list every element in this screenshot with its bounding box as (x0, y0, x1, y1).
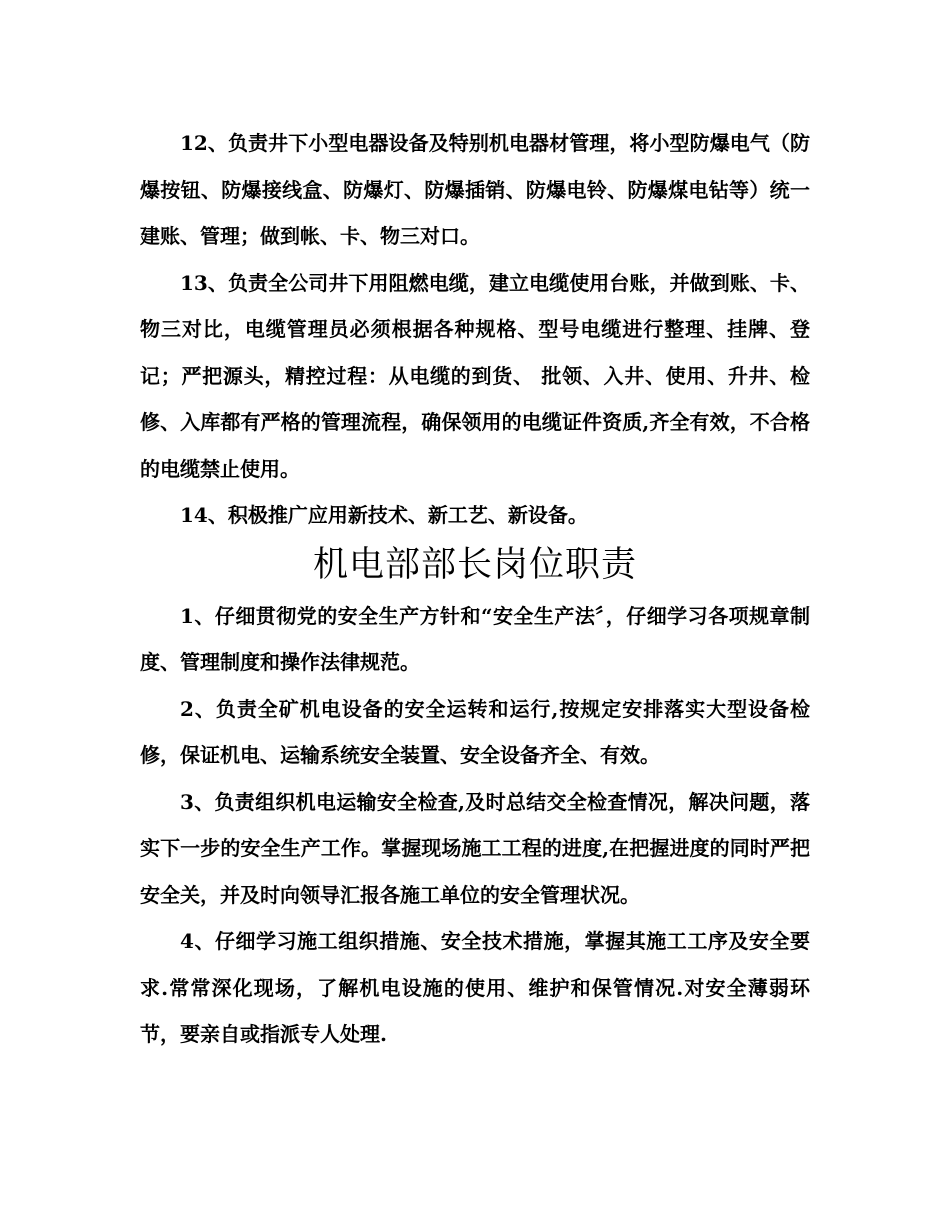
duty-item-4: 4、仔细学习施工组织措施、安全技术措施，掌握其施工工序及安全要求.常常深化现场，了解机电设施的使用、维护和保管情况.对安全薄弱环节，要亲自或指派专人处理. (140, 929, 810, 1046)
duty-item-1: 1、仔细贯彻党的安全生产方针和“安全生产法〞，仔细学习各项规章制度、管理制度和操作法律规范。 (140, 603, 810, 674)
section-title: 机电部部长岗位职责 (312, 544, 637, 585)
document-page (140, 120, 810, 1058)
duty-item-12: 12、负责井下小型电器设备及特别机电器材管理，将小型防爆电气（防爆按钮、防爆接线盒、防爆灯、防爆插销、防爆电铃、防爆煤电钻等）统一建账、管理；做到帐、卡、物三对口。 (140, 131, 810, 248)
duty-item-13: 13、负责全公司井下用阻燃电缆，建立电缆使用台账，并做到账、卡、物三对比，电缆管理员必须根据各种规格、型号电缆进行整理、挂牌、登记；严把源头，精控过程：从电缆的到货、 批领、入井、使用、升井、检修、入库都有严格的管理流程，确保领用的电缆证件资质,齐全有效，不合格的电缆禁止使用。 (140, 270, 810, 481)
duty-item-3: 3、负责组织机电运输安全检查,及时总结交全检查情况，解决问题，落实下一步的安全生产工作。掌握现场施工工程的进度,在把握进度的同时严把安全关，并及时向领导汇报各施工单位的安全管理状况。 (140, 789, 810, 907)
duty-item-2: 2、负责全矿机电设备的安全运转和运行,按规定安排落实大型设备检修，保证机电、运输系统安全装置、安全设备齐全、有效。 (140, 696, 810, 767)
duty-item-14: 14、积极推广应用新技术、新工艺、新设备。 (180, 503, 588, 527)
